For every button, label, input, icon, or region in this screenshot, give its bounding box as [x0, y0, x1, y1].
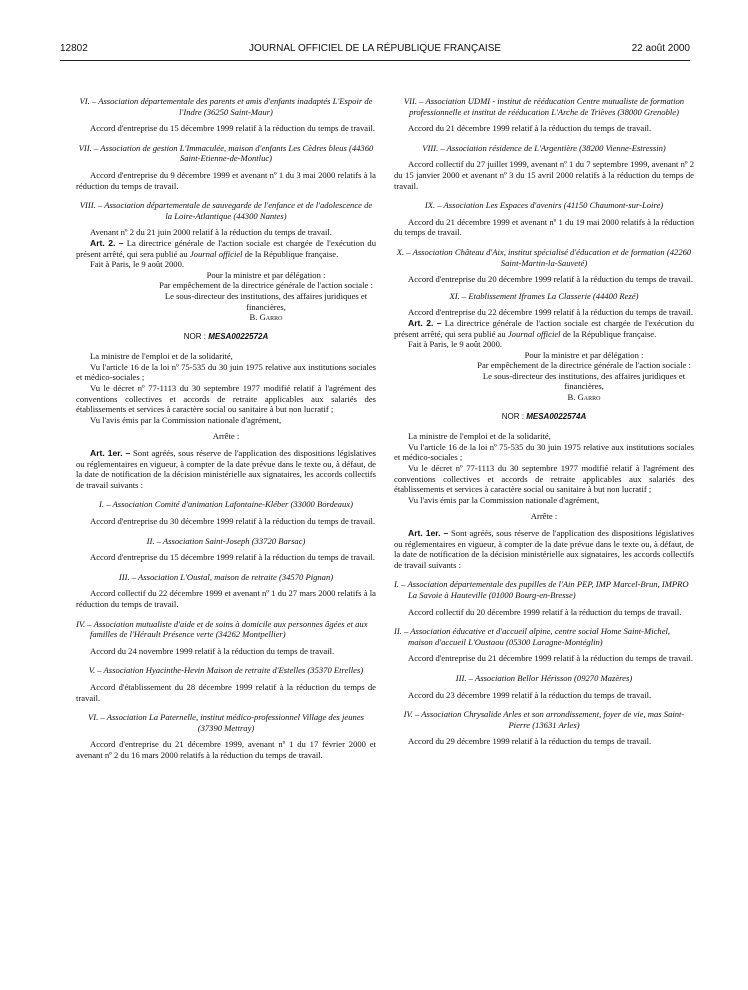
nor-code: MESA0022572A: [208, 331, 269, 341]
article-text: Sont agréés, sous réserve de l'application des dispositions législatives ou réglementaires en vigueur, à compter de la date prévue dans le texte ou, à défaut, de la date de notification de la décision ministérielle aux signataires, les accords collectifs de travail suivants :: [394, 528, 695, 570]
section-title: IV. – Association Chrysalide Arles et son arrondissement, foyer de vie, mas Saint-Pierre (13631 Arles): [403, 709, 685, 730]
preamble-line: Vu le décret nº 77-1113 du 30 septembre 1977 modifié relatif à l'agrément des conventions collectives et accords de retraite applicables aux salariés des établissements et services à caractère social ou sanitaire à but non lucratif ;: [394, 463, 694, 495]
section-title: X. – Association Château d'Aix, institut spécialisé d'éducation et de formation (42260 Saint-Martin-la-Sauveté): [396, 246, 692, 268]
right-column: [394, 96, 694, 747]
nor-label: NOR :: [501, 411, 527, 421]
article-text: Sont agréés, sous réserve de l'application des dispositions législatives ou réglementaires en vigueur, à compter de la date prévue dans le texte ou, à défaut, de la date de notification de la décision ministérielle aux signataires, les accords collectifs de travail suivants :: [76, 448, 377, 490]
section-text: Accord d'entreprise du 21 décembre 1999, avenant nº 1 du 17 février 2000 et avenant nº 2 du 16 mars 2000 relatifs à la réduction du temps de travail.: [76, 739, 376, 760]
article-text: de la République française.: [560, 328, 657, 339]
preamble-line: Vu l'article 16 de la loi nº 75-535 du 30 juin 1975 relative aux institutions sociales et médico-sociales ;: [394, 441, 694, 463]
section-text: Accord du 23 décembre 1999 relatif à la réduction du temps de travail.: [408, 689, 652, 700]
signature-line: Par empêchement de la directrice générale de l'action sociale :: [159, 280, 373, 291]
section-title: I. – Association Comité d'animation Lafontaine-Kléber (33000 Bordeaux): [99, 499, 353, 510]
header-rule: [60, 60, 690, 61]
article-label: Art. 1er. –: [90, 448, 131, 459]
preamble-line: La ministre de l'emploi et de la solidarité,: [408, 431, 551, 442]
left-column: [76, 96, 376, 761]
section-title: VI. – Association La Paternelle, institut médico-professionnel Village des jeunes (37390 Mettray): [88, 712, 364, 733]
signatory-name: B. Garro: [567, 392, 601, 403]
section-title: VII. – Association UDMI - institut de rééducation Centre mutualiste de formation professionnelle et institut de rééducation L'Arche de Trièves (38000 Grenoble): [403, 96, 685, 117]
section-text: Avenant nº 2 du 21 juin 2000 relatif à la réduction du temps de travail.: [90, 227, 332, 238]
journal-name: Journal officiel: [189, 248, 243, 259]
nor-reference: [394, 412, 694, 423]
article-label: Art. 2. –: [408, 317, 442, 328]
section-text: Accord d'entreprise du 21 décembre 1999 relatif à la réduction du temps de travail.: [408, 653, 694, 664]
issue-date: 22 août 2000: [631, 43, 690, 54]
nor-reference: [76, 332, 376, 343]
section-text: Accord d'entreprise du 15 décembre 1999 relatif à la réduction du temps de travail.: [90, 552, 376, 563]
article-2: [394, 318, 694, 339]
section-title: III. – Association Bellor Hérisson (09270 Mazères): [455, 672, 633, 683]
section-title: IX. – Association Les Espaces d'avenirs (41150 Chaumont-sur-Loire): [424, 200, 664, 211]
preamble-line: Vu le décret nº 77-1113 du 30 septembre 1977 modifié relatif à l'agrément des conventions collectives et accords de retraite applicables aux salariés des établissements et services à caractère social ou sanitaire à but non lucratif ;: [76, 383, 376, 415]
article-2: [76, 238, 376, 259]
section-text: Accord d'entreprise du 9 décembre 1999 et avenant nº 1 du 3 mai 2000 relatifs à la réduction du temps de travail.: [76, 169, 376, 191]
article-label: Art. 2. –: [90, 237, 124, 248]
section-title: III. – Association L'Oustal, maison de retraite (34570 Pignan): [118, 571, 334, 582]
arrete-heading: Arrête :: [530, 511, 558, 522]
signature-line: Pour la ministre et par délégation :: [524, 349, 644, 360]
preamble-line: La ministre de l'emploi et de la solidarité,: [90, 351, 233, 362]
article-text: La directrice générale de l'action sociale est chargée de l'exécution du présent arrêté, qui sera publié au: [394, 317, 695, 339]
signature-line: Le sous-directeur des institutions, des affaires juridiques et financières,: [164, 290, 368, 312]
preamble-line: Vu l'avis émis par la Commission nationale d'agrément,: [90, 414, 282, 425]
journal-title: JOURNAL OFFICIEL DE LA RÉPUBLIQUE FRANÇAISE: [248, 43, 502, 54]
section-text: Accord d'entreprise du 15 décembre 1999 relatif à la réduction du temps de travail.: [90, 123, 376, 134]
section-text: Accord d'établissement du 28 décembre 1999 relatif à la réduction du temps de travail.: [76, 681, 376, 703]
fait-a-paris: Fait à Paris, le 9 août 2000.: [90, 259, 185, 270]
section-title: II. – Association Saint-Joseph (33720 Barsac): [146, 535, 306, 546]
section-text: Accord du 29 décembre 1999 relatif à la réduction du temps de travail.: [408, 736, 652, 747]
section-text: Accord collectif du 20 décembre 1999 relatif à la réduction du temps de travail.: [408, 606, 682, 617]
nor-code: MESA0022574A: [526, 411, 587, 421]
section-text: Accord d'entreprise du 30 décembre 1999 relatif à la réduction du temps de travail.: [90, 516, 376, 526]
article-label: Art. 1er. –: [408, 528, 449, 538]
page-header: [60, 43, 690, 59]
page-number: 12802: [60, 43, 88, 54]
section-text: Accord d'entreprise du 20 décembre 1999 relatif à la réduction du temps de travail.: [408, 274, 694, 285]
section-title: VIII. – Association départementale de sauvegarde de l'enfance et de l'adolescence de la Loire-Atlantique (44300 Nantes): [79, 200, 373, 221]
journal-name: Journal officiel: [507, 328, 561, 339]
article-text: La directrice générale de l'action sociale est chargée de l'exécution du présent arrêté, qui sera publié au: [76, 237, 377, 259]
section-text: Accord collectif du 22 décembre 1999 et avenant nº 1 du 27 mars 2000 relatifs à la réduction du temps de travail.: [76, 588, 376, 609]
fait-a-paris: Fait à Paris, le 9 août 2000.: [408, 339, 503, 350]
preamble-line: Vu l'avis émis par la Commission nationale d'agrément,: [408, 494, 600, 505]
section-title: VI. – Association départementale des parents et amis d'enfants inadaptés L'Espoir de l'Indre (36250 Saint-Maur): [79, 96, 373, 117]
signatory-name: B. Garro: [249, 312, 283, 323]
section-text: Accord collectif du 27 juillet 1999, avenant nº 1 du 7 septembre 1999, avenant nº 2 du 15 janvier 2000 et avenant nº 3 du 15 avril 2000 relatifs à la réduction du temps de travail.: [394, 159, 694, 191]
section-title: VII. – Association de gestion L'Immaculée, maison d'enfants Les Cèdres bleus (44360 Saint-Etienne-de-Montluc): [78, 142, 374, 164]
section-text: Accord du 21 décembre 1999 relatif à la réduction du temps de travail.: [408, 123, 652, 134]
section-text: Accord d'entreprise du 22 décembre 1999 relatif à la réduction du temps de travail.: [408, 307, 694, 318]
section-text: Accord du 24 novembre 1999 relatif à la réduction du temps de travail.: [90, 645, 335, 656]
signature-line: Par empêchement de la directrice générale de l'action sociale :: [477, 360, 691, 371]
nor-label: NOR :: [183, 331, 209, 341]
arrete-heading: Arrête :: [212, 431, 240, 442]
section-title: II. – Association éducative et d'accueil alpine, centre social Home Saint-Michel, maison d'accueil L'Oustaou (05300 Laragne-Montéglin): [394, 626, 671, 647]
section-title: IV. – Association mutualiste d'aide et de soins à domicile aux personnes âgées et aux familles de l'Hérault Présence verte (34262 Montpellier): [76, 618, 368, 640]
preamble-line: Vu l'article 16 de la loi nº 75-535 du 30 juin 1975 relative aux institutions sociales et médico-sociales ;: [76, 361, 376, 383]
section-title: XI. – Etablissement Iframes La Classerie (44400 Rezé): [449, 290, 639, 301]
section-title: I. – Association départementale des pupilles de l'Ain PEP, IMP Marcel-Brun, IMPRO La Savoie à Hauteville (01000 Bourg-en-Bresse): [394, 579, 689, 600]
section-title: V. – Association Hyacinthe-Hevin Maison de retraite d'Estelles (35370 Etrelles): [88, 665, 364, 676]
signature-line: Le sous-directeur des institutions, des affaires juridiques et financières,: [482, 370, 686, 392]
signature-line: Pour la ministre et par délégation :: [206, 269, 326, 280]
article-1: [76, 448, 376, 490]
article-1: [394, 528, 694, 570]
section-text: Accord du 21 décembre 1999 et avenant nº 1 du 19 mai 2000 relatifs à la réduction du temps de travail.: [394, 216, 694, 238]
section-title: VIII. – Association résidence de L'Argentière (38200 Vienne-Estressin): [422, 142, 666, 153]
article-text: de la République française.: [242, 248, 339, 259]
